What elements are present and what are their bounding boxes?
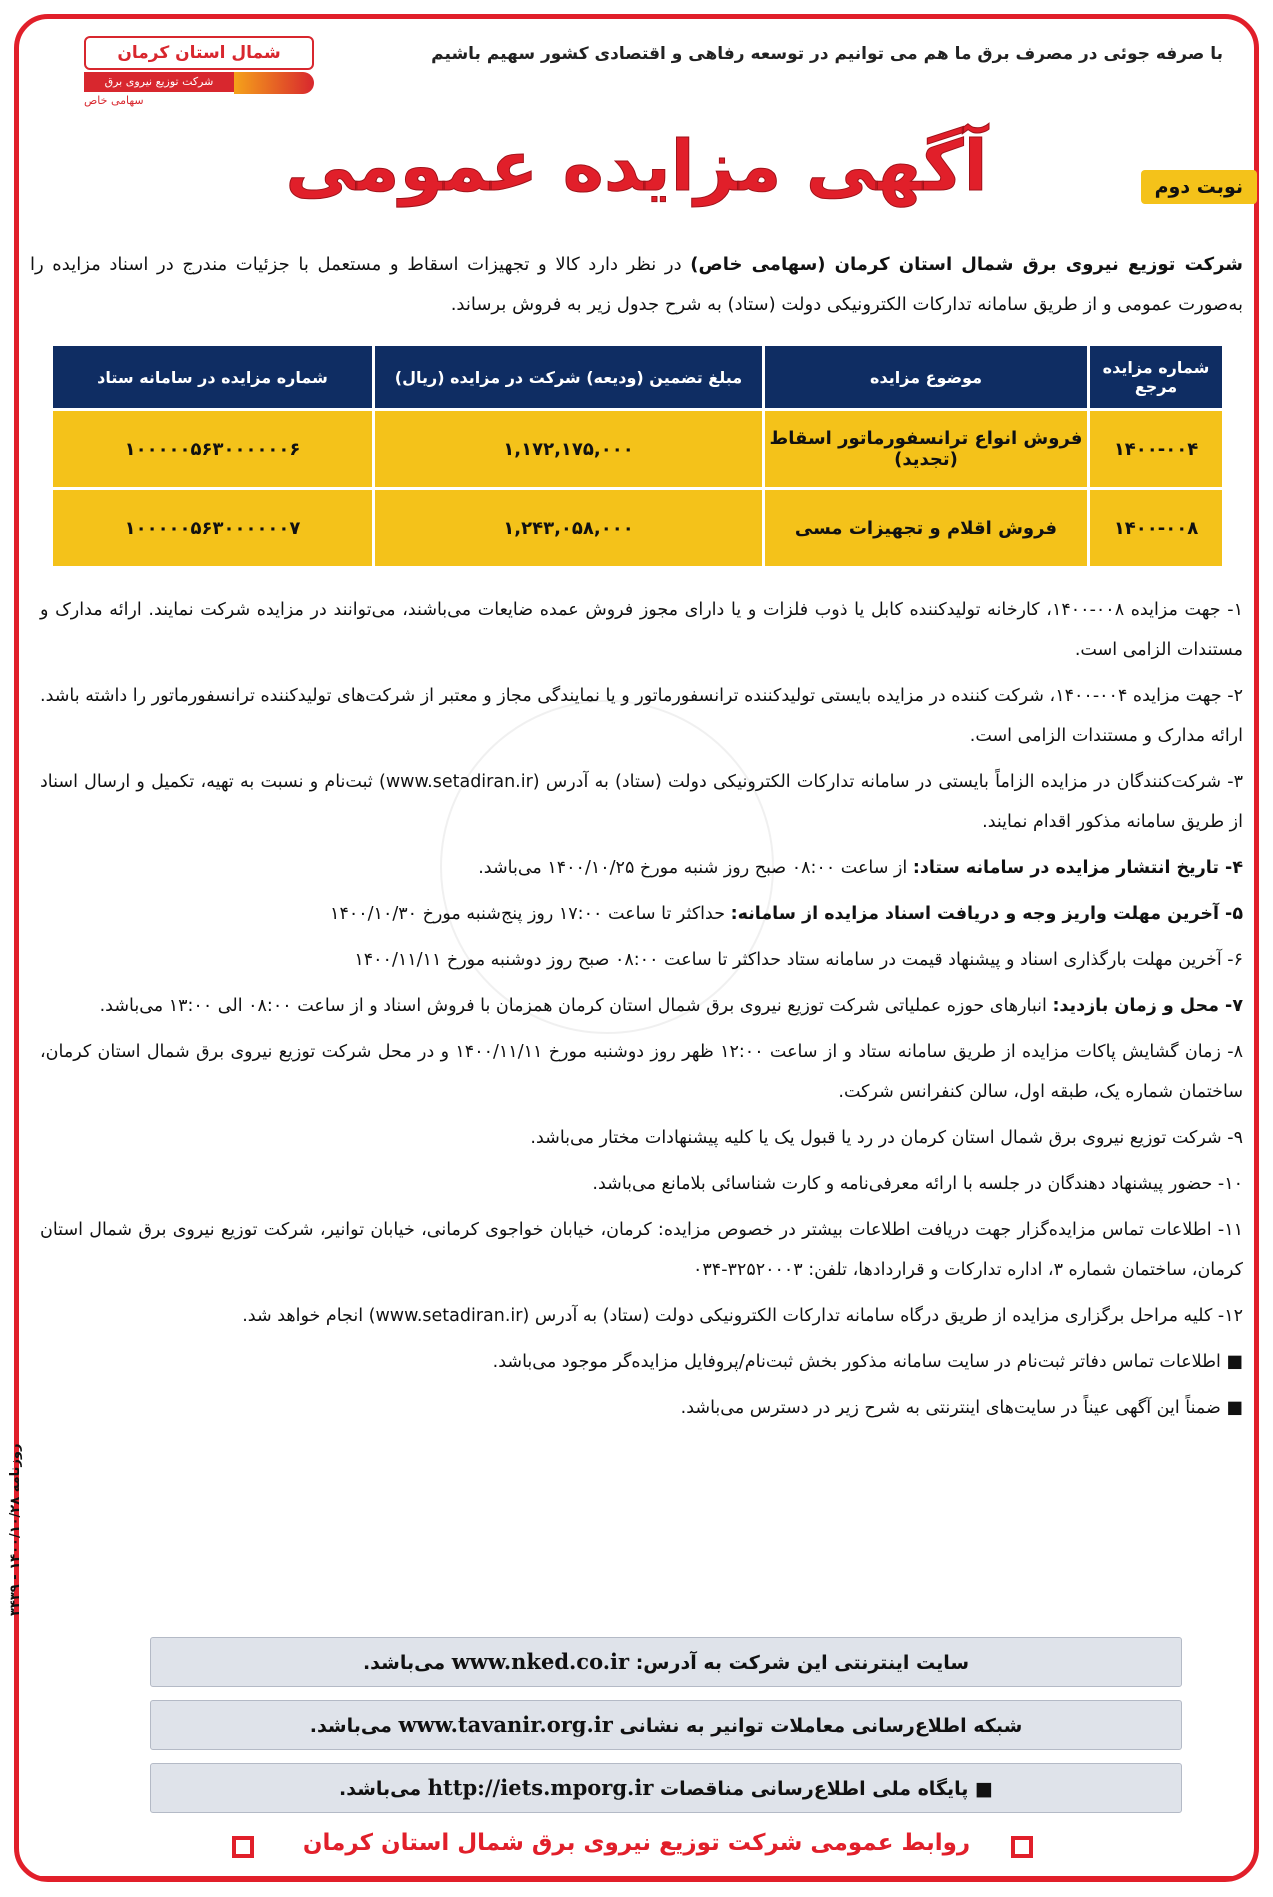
col-ref-number: شماره مزایده مرجع	[1089, 345, 1224, 410]
clause-2: ۲- جهت مزایده ۰۰۴-۱۴۰۰، شرکت کننده در مزایده بایستی تولیدکننده ترانسفورماتور و یا نمایندگی مجاز و معتبر از شرکت‌های تولیدکننده ترانسفورماتور را داشته باشد. ارائه مدارک و مستندات الزامی است.	[40, 686, 1243, 746]
link-iets[interactable]: http://iets.mporg.ir	[427, 1775, 654, 1800]
website-iets: ■ پایگاه ملی اطلاع‌رسانی مناقصات http://iets.mporg.ir می‌باشد.	[150, 1763, 1182, 1813]
cell-deposit: ۱,۲۴۳,۰۵۸,۰۰۰	[374, 489, 764, 568]
website-company: سایت اینترنتی این شرکت به آدرس: www.nked.co.ir می‌باشد.	[150, 1637, 1182, 1687]
clause-10: ۱۰- حضور پیشنهاد دهندگان در جلسه با ارائه معرفی‌نامه و کارت شناسائی بلامانع می‌باشد.	[592, 1174, 1243, 1194]
clause-4: ۴- تاریخ انتشار مزایده در سامانه ستاد: از ساعت ۰۸:۰۰ صبح روز شنبه مورخ ۱۴۰۰/۱۰/۲۵ می‌باشد.	[478, 858, 1243, 878]
website-tavanir: شبکه اطلاع‌رسانی معاملات توانیر به نشانی www.tavanir.org.ir می‌باشد.	[150, 1700, 1182, 1750]
cell-ref: ۱۴۰۰-۰۰۸	[1089, 489, 1224, 568]
col-subject: موضوع مزایده	[764, 345, 1089, 410]
cell-ref: ۱۴۰۰-۰۰۴	[1089, 410, 1224, 489]
page-title: آگهی مزایده عمومی	[285, 125, 988, 207]
clause-11: ۱۱- اطلاعات تماس مزایده‌گزار جهت دریافت اطلاعات بیشتر در خصوص مزایده: کرمان، خیابان خواجوی کرمانی، خیابان توانیر، شرکت توزیع نیروی برق شمال استان کرمان، ساختمان شماره ۳، اداره تدارکات و قراردادها، تلفن: ۳۲۵۲۰۰۰۳-۰۳۴	[40, 1220, 1243, 1280]
link-nked[interactable]: www.nked.co.ir	[451, 1649, 630, 1674]
link-tavanir[interactable]: www.tavanir.org.ir	[398, 1712, 613, 1737]
table-header-row	[52, 345, 1224, 410]
cell-subject: فروش اقلام و تجهیزات مسی	[764, 489, 1089, 568]
clause-7: ۷- محل و زمان بازدید: انبارهای حوزه عملیاتی شرکت توزیع نیروی برق شمال استان کرمان همزمان با فروش اسناد و از ساعت ۰۸:۰۰ الی ۱۳:۰۰ می‌باشد.	[99, 996, 1243, 1016]
clause-12: ۱۲- کلیه مراحل برگزاری مزایده از طریق درگاه سامانه تدارکات الکترونیکی دولت (ستاد) به آدرس (www.setadiran.ir) انجام خواهد شد.	[242, 1306, 1243, 1326]
footer-public-relations: روابط عمومی شرکت توزیع نیروی برق شمال استان کرمان	[302, 1830, 971, 1856]
logo-subtitle: سهامی خاص	[84, 94, 144, 107]
cell-setad: ۱۰۰۰۰۰۵۶۳۰۰۰۰۰۰۶	[52, 410, 374, 489]
cell-setad: ۱۰۰۰۰۰۵۶۳۰۰۰۰۰۰۷	[52, 489, 374, 568]
col-setad-number: شماره مزایده در سامانه ستاد	[52, 345, 374, 410]
intro-text: در نظر دارد کالا و تجهیزات اسقاط و مستعمل با جزئیات مندرج در اسناد مزایده را به‌صورت عمومی و از طریق سامانه تدارکات الکترونیکی دولت (ستاد) به شرح جدول زیر به فروش برساند.	[30, 254, 1243, 315]
logo-swoosh	[234, 72, 314, 94]
table-row	[52, 410, 1224, 489]
intro-company: شرکت توزیع نیروی برق شمال استان کرمان (سهامی خاص)	[690, 254, 1243, 275]
logo-title: شمال استان کرمان	[84, 36, 314, 70]
cell-subject: فروش انواع ترانسفورماتور اسقاط (تجدید)	[764, 410, 1089, 489]
newspaper-side-note: روزنامه ۱۴۰۰/۱۰/۲۸ - ۳۴۳۹	[8, 1443, 23, 1617]
col-deposit: مبلغ تضمین (ودیعه) شرکت در مزایده (ریال)	[374, 345, 764, 410]
note-registration: ■ اطلاعات تماس دفاتر ثبت‌نام در سایت سامانه مذکور بخش ثبت‌نام/پروفایل مزایده‌گر موجود می‌باشد.	[492, 1352, 1243, 1372]
logo-bar: شرکت توزیع نیروی برق	[84, 72, 234, 92]
intro-paragraph	[30, 245, 1243, 325]
clause-6: ۶- آخرین مهلت بارگذاری اسناد و پیشنهاد قیمت در سامانه ستاد حداکثر تا ساعت ۰۸:۰۰ صبح روز دوشنبه مورخ ۱۴۰۰/۱۱/۱۱	[354, 950, 1243, 970]
company-logo	[84, 36, 314, 107]
clause-8: ۸- زمان گشایش پاکات مزایده از طریق سامانه ستاد و از ساعت ۱۲:۰۰ ظهر روز دوشنبه مورخ ۱۴۰۰/۱۱/۱۱ و در محل شرکت توزیع نیروی برق شمال استان کرمان، ساختمان شماره یک، طبقه اول، سالن کنفرانس شرکت.	[40, 1042, 1243, 1102]
auction-table	[50, 343, 1225, 569]
header	[60, 22, 1233, 107]
cell-deposit: ۱,۱۷۲,۱۷۵,۰۰۰	[374, 410, 764, 489]
clause-5: ۵- آخرین مهلت واریز وجه و دریافت اسناد مزایده از سامانه: حداکثر تا ساعت ۱۷:۰۰ روز پنج‌شنبه مورخ ۱۴۰۰/۱۰/۳۰	[330, 904, 1243, 924]
header-slogan: با صرفه جوئی در مصرف برق ما هم می توانیم در توسعه رفاهی و اقتصادی کشور سهیم باشیم	[431, 44, 1223, 64]
note-websites: ■ ضمناً این آگهی عیناً در سایت‌های اینترنتی به شرح زیر در دسترس می‌باشد.	[680, 1398, 1243, 1418]
clause-1: ۱- جهت مزایده ۰۰۸-۱۴۰۰، کارخانه تولیدکننده کابل یا ذوب فلزات و یا دارای مجوز فروش عمده ضایعات می‌باشند، می‌توانند در مزایده شرکت نمایند. ارائه مدارک و مستندات الزامی است.	[40, 600, 1243, 660]
round-badge: نوبت دوم	[1141, 170, 1257, 204]
clause-9: ۹- شرکت توزیع نیروی برق شمال استان کرمان در رد یا قبول یک یا کلیه پیشنهادات مختار می‌باشد.	[530, 1128, 1243, 1148]
clauses-list	[40, 590, 1243, 1434]
clause-3: ۳- شرکت‌کنندگان در مزایده الزاماً بایستی در سامانه تدارکات الکترونیکی دولت (ستاد) به آدرس (www.setadiran.ir) ثبت‌نام و نسبت به تهیه، تکمیل و ارسال اسناد از طریق سامانه مذکور اقدام نمایند.	[40, 772, 1243, 832]
table-row	[52, 489, 1224, 568]
footer-divider	[40, 1876, 1233, 1878]
